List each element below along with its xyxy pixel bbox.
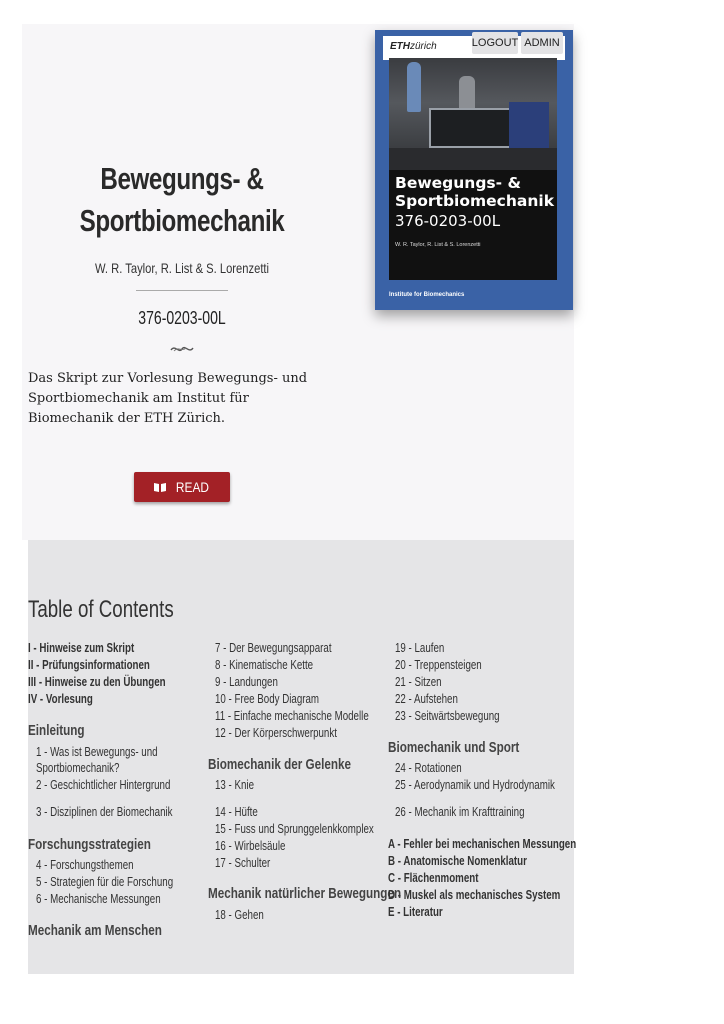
toc-link[interactable]: 10 - Free Body Diagram	[215, 692, 320, 706]
toc-section-heading: Forschungsstrategien	[28, 836, 151, 853]
toc-title: Table of Contents	[28, 596, 174, 623]
toc-link[interactable]: 11 - Einfache mechanische Modelle	[215, 709, 369, 723]
toc-link[interactable]: 4 - Forschungsthemen	[36, 858, 134, 872]
toc-link[interactable]: 7 - Der Bewegungsapparat	[215, 641, 332, 655]
toc-link[interactable]: 9 - Landungen	[215, 675, 278, 689]
book-cover-image	[375, 30, 573, 310]
toc-link[interactable]: 24 - Rotationen	[395, 761, 462, 775]
book-authors: W. R. Taylor, R. List & S. Lorenzetti	[94, 260, 270, 276]
toc-link[interactable]: 16 - Wirbelsäule	[215, 839, 286, 853]
toc-link[interactable]: II - Prüfungsinformationen	[28, 658, 150, 672]
toc-link[interactable]: 22 - Aufstehen	[395, 692, 458, 706]
cover-photo	[389, 58, 557, 170]
toc-link[interactable]: 3 - Disziplinen der Biomechanik	[36, 805, 173, 819]
divider	[136, 290, 228, 291]
logout-button[interactable]: LOGOUT	[472, 32, 518, 54]
toc-link[interactable]: 15 - Fuss und Sprunggelenkkomplex	[215, 822, 374, 836]
toc-link[interactable]: III - Hinweise zu den Übungen	[28, 675, 166, 689]
toc-link[interactable]: C - Flächenmoment	[388, 871, 479, 885]
read-label: READ	[175, 479, 209, 495]
cover-code: 376-0203-00L	[395, 212, 501, 230]
table-of-contents	[28, 540, 577, 974]
course-code: 376-0203-00L	[138, 308, 226, 328]
toc-section-heading: Einleitung	[28, 722, 85, 739]
toc-link[interactable]: 5 - Strategien für die Forschung	[36, 875, 174, 889]
toc-section-heading: Mechanik natürlicher Bewegungen	[208, 885, 402, 902]
admin-button[interactable]: ADMIN	[521, 32, 563, 54]
toc-link[interactable]: A - Fehler bei mechanischen Messungen	[388, 837, 577, 851]
toc-link[interactable]: 17 - Schulter	[215, 856, 271, 870]
toc-link[interactable]: 21 - Sitzen	[395, 675, 442, 689]
toc-link[interactable]: 23 - Seitwärtsbewegung	[395, 709, 500, 723]
toc-section-heading: Biomechanik und Sport	[388, 739, 520, 756]
cover-authors: W. R. Taylor, R. List & S. Lorenzetti	[395, 242, 481, 248]
toc-link[interactable]: D - Muskel als mechanisches System	[388, 888, 561, 902]
toc-link[interactable]: 18 - Gehen	[215, 908, 264, 922]
cover-institute: Institute for Biomechanics	[389, 292, 465, 298]
toc-link[interactable]: E - Literatur	[388, 905, 443, 919]
book-title: Bewegungs- & Sportbiomechanik	[79, 161, 285, 238]
toc-link[interactable]: Sportbiomechanik?	[36, 761, 120, 775]
toc-link[interactable]: 19 - Laufen	[395, 641, 445, 655]
toc-link[interactable]: IV - Vorlesung	[28, 692, 93, 706]
toc-link[interactable]: B - Anatomische Nomenklatur	[388, 854, 527, 868]
toc-link[interactable]: 20 - Treppensteigen	[395, 658, 482, 672]
read-button[interactable]	[134, 472, 230, 502]
toc-link[interactable]: 13 - Knie	[215, 778, 255, 792]
toc-link[interactable]: 1 - Was ist Bewegungs- und	[36, 745, 158, 759]
toc-link[interactable]: 12 - Der Körperschwerpunkt	[215, 726, 337, 740]
toc-link[interactable]: 25 - Aerodynamik und Hydrodynamik	[395, 778, 555, 792]
toc-link[interactable]: 26 - Mechanik im Krafttraining	[395, 805, 525, 819]
toc-link[interactable]: 6 - Mechanische Messungen	[36, 892, 161, 906]
ornament-icon	[168, 342, 196, 356]
toc-link[interactable]: 8 - Kinematische Kette	[215, 658, 314, 672]
toc-section-heading: Biomechanik der Gelenke	[208, 756, 352, 773]
eth-logo: ETHzürich	[390, 41, 437, 52]
toc-link[interactable]: 14 - Hüfte	[215, 805, 258, 819]
book-open-icon	[153, 482, 167, 493]
cover-title-box	[389, 170, 557, 280]
cover-title: Bewegungs- & Sportbiomechanik	[395, 174, 555, 210]
toc-section-heading: Mechanik am Menschen	[28, 922, 162, 939]
toc-link[interactable]: 2 - Geschichtlicher Hintergrund	[36, 778, 171, 792]
toc-link[interactable]: I - Hinweise zum Skript	[28, 641, 135, 655]
book-description: Das Skript zur Vorlesung Bewegungs- und Sportbiomechanik am Institut für Biomechanik der ETH Zürich.	[28, 371, 308, 426]
